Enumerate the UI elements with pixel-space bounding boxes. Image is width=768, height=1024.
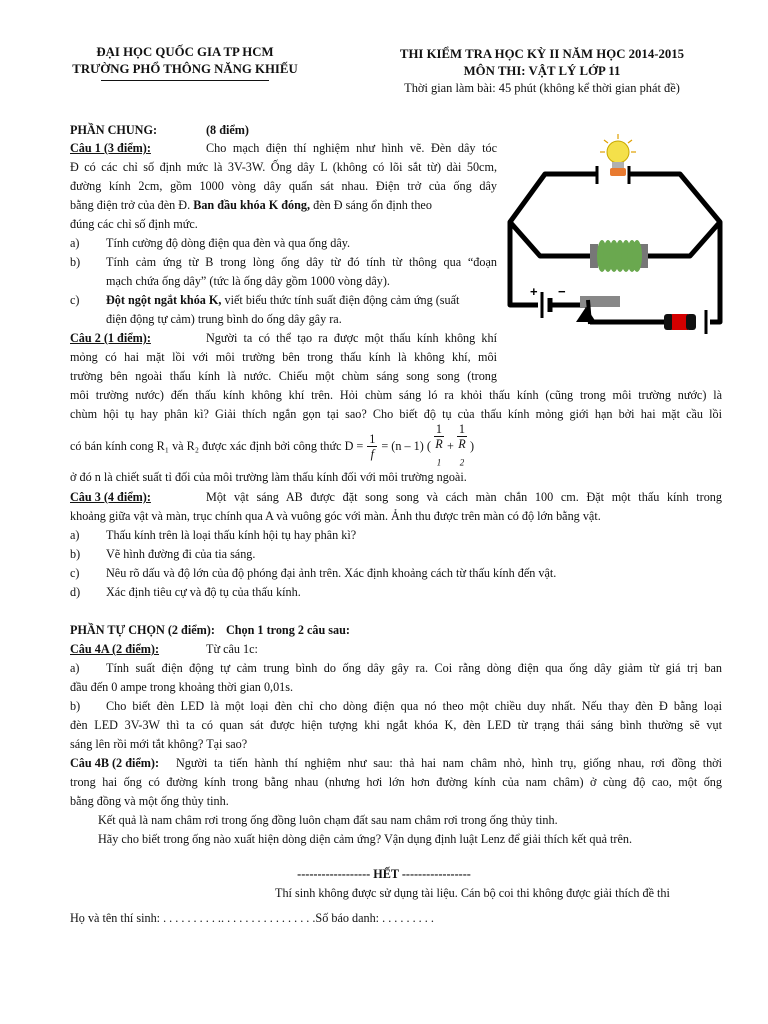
q1-text: bằng điện trở của đèn Đ. <box>70 198 191 212</box>
q3a-text: Thấu kính trên là loại thấu kính hội tụ hay phân kì? <box>106 528 357 542</box>
wire-coil-right <box>644 222 720 256</box>
q2-line: trường bên ngoài thấu kính là nước. Chiếu một chùm sáng song song (trong <box>70 369 497 383</box>
q1-line: đường kính 2cm, gồm 1000 vòng dây quấn sát nhau. Điện trở của ống dây <box>70 179 497 193</box>
bulb-icon <box>600 134 636 176</box>
q4a-b-line: đèn LED 3V-3W thì ta có quan sát được hiện tượng khi ngắt khóa K, đèn LED từ trạng thái sáng bình thường sẽ vụt <box>70 718 722 732</box>
battery-plus-sign: + <box>530 284 538 299</box>
school-name-1: ĐẠI HỌC QUỐC GIA TP HCM <box>96 45 274 59</box>
q4a-label: Câu 4A (2 điểm): <box>70 642 160 656</box>
q1b-text: Tính cảm ứng từ B trong lòng ống dây từ đó tính từ thông qua “đoạn <box>106 255 497 269</box>
school-header <box>40 44 330 81</box>
exam-header <box>372 46 712 97</box>
q1-line: Đ có các chỉ số định mức là 3V-3W. Ống dây L (không có lõi sắt từ) dài 50cm, <box>70 160 497 174</box>
coil-icon <box>590 240 648 272</box>
q3a-mark: a) <box>70 528 80 542</box>
q1-text: đèn Đ sáng ổn định theo <box>313 198 432 212</box>
q2-label: Câu 2 (1 điểm): <box>70 331 151 345</box>
q1-line: đúng các chỉ số định mức. <box>70 217 198 231</box>
r2-sub: 2 <box>459 457 465 468</box>
formula-mid: = (n – 1) ( <box>381 438 431 453</box>
q1c-bold: Đột ngột ngắt khóa K, <box>106 293 222 307</box>
exam-subject: MÔN THI: VẬT LÝ LỚP 11 <box>463 64 621 78</box>
q1b-text2: mạch chứa ống dây” (tức là ống dây gồm 1000 vòng dây). <box>106 274 390 288</box>
q4b-label: Câu 4B (2 điểm): <box>70 756 160 770</box>
q1c-text <box>106 293 459 308</box>
q4b-line: Hãy cho biết trong ống nào xuất hiện dòng diện cảm ứng? Vận dụng định luật Lenz để giải thích kết quả trên. <box>98 832 633 846</box>
q4b-line: Người ta tiến hành thí nghiệm như sau: thả hai nam châm nhỏ, hình trụ, giống nhau, rơi đồng thời <box>176 756 722 770</box>
q3-line: Một vật sáng AB được đặt song song và cách màn chắn 100 cm. Đặt một thấu kính trong <box>206 490 722 504</box>
q1c-mark: c) <box>70 293 80 307</box>
q4a-b-line: Cho biết đèn LED là một loại đèn chỉ cho dòng điện qua nó theo một chiều duy nhất. Nếu thay đèn Đ bằng loại <box>106 699 722 713</box>
q1-line: Cho mạch điện thí nghiệm như hình vẽ. Đèn dây tóc <box>206 141 497 155</box>
q3b-text: Vẽ hình đường đi của tia sáng. <box>106 547 256 561</box>
q2-formula-line <box>70 424 474 468</box>
frac-num: 1 <box>369 431 376 446</box>
q4a-b-mark: b) <box>70 699 81 713</box>
q4a-intro: Từ câu 1c: <box>206 642 258 656</box>
frac-num: 1 <box>458 422 465 437</box>
footer-note: Thí sinh không được sử dụng tài liệu. Cán bộ coi thi không được giải thích đề thi <box>275 886 670 900</box>
exam-title: THI KIỂM TRA HỌC KỲ II NĂM HỌC 2014-2015 <box>399 47 685 61</box>
formula-one-over-r2 <box>457 422 467 469</box>
part2-title-text: PHẦN TỰ CHỌN (2 điểm): <box>70 623 215 637</box>
part1-title: PHẦN CHUNG: <box>70 123 157 137</box>
q3d-mark: d) <box>70 585 81 599</box>
q1c-text2: điện động tự cảm) trung bình do ống dây gây ra. <box>106 312 342 326</box>
wire-coil-left <box>510 222 592 256</box>
circuit-diagram <box>500 132 732 336</box>
part2-note: Chọn 1 trong 2 câu sau: <box>225 623 350 637</box>
q4a-a-mark: a) <box>70 661 80 675</box>
q3-label: Câu 3 (4 điểm): <box>70 490 151 504</box>
q3c-mark: c) <box>70 566 80 580</box>
r1-symbol: R <box>435 437 443 452</box>
formula-close: ) <box>469 438 475 453</box>
q2-formula-intro: có bán kính cong R₁ và R₂ được xác định bởi công thức D = <box>70 438 364 453</box>
frac-num: 1 <box>435 422 443 437</box>
end-marker: ------------------ HẾT ----------------- <box>297 867 471 881</box>
exam-time: Thời gian làm bài: 45 phút (không kể thời gian phát đề) <box>404 81 680 95</box>
q3b-mark: b) <box>70 547 81 561</box>
q4a-a-line: Tính suất điện động tự cảm trung bình do ống dây gây ra. Coi rằng dòng điện qua ống dây giảm từ giá trị ban <box>106 661 722 675</box>
q4b-line: trong hai ống có đường kính trong bằng nhau (nhưng hơi lớn hơn đường kính của nam châm) ở cùng độ cao, một ống <box>70 775 722 789</box>
battery-icon <box>530 284 566 318</box>
q4b-line: Kết quả là nam châm rơi trong ống đồng luôn chạm đất sau nam châm rơi trong ống thủy tinh. <box>98 813 558 827</box>
school-name-2: TRƯỜNG PHỔ THÔNG NĂNG KHIẾU <box>72 62 298 76</box>
q2-after: ở đó n là chiết suất tỉ đối của môi trường làm thấu kính đối với môi trường ngoài. <box>70 470 467 484</box>
q1c-rest: viết biểu thức tính suất điện động cảm ứng (suất <box>224 293 460 307</box>
q3-line: khoảng giữa vật và màn, trục chính qua A và vuông góc với màn. Ảnh thu được trên màn có độ lớn bằng vật. <box>70 509 601 523</box>
q2-line: chùm hội tụ hay phân kì? Giải thích ngắn gọn tại sao? Cho biết độ tụ của thấu kính mỏng giới hạn bởi hai mặt cầu lồi <box>70 407 722 421</box>
frac-den <box>457 437 467 469</box>
q1-line <box>70 198 432 213</box>
formula-plus: + <box>447 438 454 453</box>
q3c-text: Nêu rõ dấu và độ lớn của độ phóng đại ảnh trên. Xác định khoảng cách từ thấu kính đến vật. <box>106 566 557 580</box>
candidate-info: Họ và tên thí sinh: . . . . . . . . . .. . . . . . . . . . . . . . . .Số báo danh: . . . . . . . . . <box>70 911 434 925</box>
q1-bold: Ban đầu khóa K đóng, <box>193 198 311 212</box>
q2-line: môi trường nước) đến thấu kính không khí trên. Hỏi chùm sáng ló ra khỏi thấu kính (cũng trong môi trường nước) là <box>70 388 722 402</box>
q1a-mark: a) <box>70 236 80 250</box>
q1a-text: Tính cường độ dòng điện qua đèn và qua ống dây. <box>106 236 351 250</box>
q1b-mark: b) <box>70 255 81 269</box>
battery-minus-sign: − <box>558 284 566 299</box>
part2-title <box>70 623 350 638</box>
q4b-line: bằng đồng và một ống thủy tinh. <box>70 794 229 808</box>
frac-den <box>434 437 444 469</box>
q2-line: Người ta có thể tạo ra được một thấu kính không khí <box>206 331 497 345</box>
resistor-icon <box>664 310 706 334</box>
q3d-text: Xác định tiêu cự và độ tụ của thấu kính. <box>106 585 301 599</box>
q2-line: mỏng có hai mặt lồi với môi trường bên trong thấu kính là không khí, môi <box>70 350 497 364</box>
formula-one-over-f <box>367 432 377 461</box>
header-underline <box>101 80 269 81</box>
formula-one-over-r1 <box>434 422 444 469</box>
q4a-b-line: sáng lên rồi mới tắt không? Tại sao? <box>70 737 248 751</box>
frac-den: f <box>370 446 375 461</box>
part1-points: (8 điểm) <box>206 123 249 137</box>
q4a-a-line: đầu đến 0 ampe trong khoảng thời gian 0,01s. <box>70 680 294 694</box>
r2-symbol: R <box>458 437 466 452</box>
r1-sub: 1 <box>436 457 442 468</box>
q1-label: Câu 1 (3 điểm): <box>70 141 151 155</box>
